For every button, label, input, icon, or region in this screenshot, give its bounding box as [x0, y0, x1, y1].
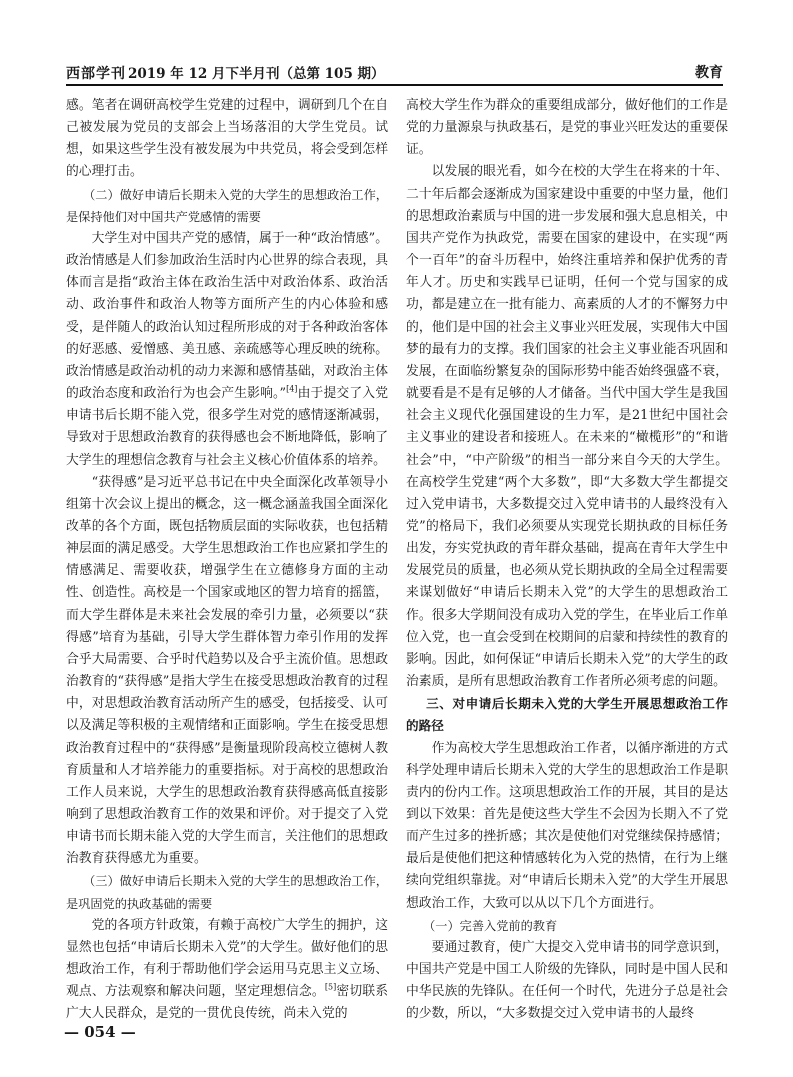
- paragraph-text: “获得感”是习近平总书记在中央全面深化改革领导小组第十次会议上提出的概念，这一概念涵盖我国全面深化改革的各个方面，既包括物质层面的实际收获，也包括精神层面的满足感受。大学生思想政治工作也应紧扣学生的情感满足、需要收获，增强学生在立德修身方面的主动性、创造性。高校是一个国家或地区的智力培育的摇篮，而大学生群体是未来社会发展的牵引力量，必须要以“获得感”培育为基础，引导大学生群体智力牵引作用的发挥合乎大局需要、合乎时代趋势以及合乎主流价值。思想政治教育的“获得感”是指大学生在接受思想政治教育的过程中，对思想政治教育活动所产生的感受，包括接受、认可以及满足等积极的主观情绪和正面影响。学生在接受思想政治教育过程中的“获得感”是衡量现阶段高校立德树人教育质量和人才培养能力的重要指标。对于高校的思想政治工作人员来说，大学生的思想政治教育获得感高低直接影响到了思想政治教育工作的效果和评价。对于提交了入党申请书而长期未能入党的大学生而言，关注他们的思想政治教育获得感尤为重要。: [66, 474, 388, 867]
- paragraph-text: 大学生对中国共产党的感情，属于一种“政治情感”。政治情感是人们参加政治生活时内心世界的综合表现，具体而言是指“政治主体在政治生活中对政治体系、政治活动、政治事件和政治人物等方面所产生的内心体验和感受，是伴随人的政治认知过程所形成的对于各种政治客体的好恶感、爱憎感、美丑感、亲疏感等心理反映的统称。政治情感是政治动机的动力来源和感情基础，对政治主体的政治态度和政治行为也会产生影响。”: [66, 230, 388, 402]
- paragraph-text: （三）做好申请后长期未入党的大学生的思想政治工作，是巩固党的执政基础的需要: [66, 874, 388, 911]
- left-column: [66, 95, 388, 1026]
- paragraph-text: 三、对申请后长期未入党的大学生开展思想政治工作的路径: [406, 696, 728, 734]
- paragraph-text: （一）完善入党前的教育: [423, 918, 558, 933]
- continued-paragraph: [66, 95, 388, 184]
- journal-name: 西部学刊: [66, 66, 126, 82]
- paragraph-text: 由于提交了入党申请书后长期不能入党，很多学生对党的感情逐渐减弱，导致对于思想政治教育的获得感也会不断地降低，影响了大学生的理想信念教育与社会主义核心价值体系的培养。: [66, 386, 388, 468]
- paragraph-text: （二）做好申请后长期未入党的大学生的思想政治工作，是保持他们对中国共产党感情的需要: [66, 187, 388, 224]
- header-rule: [66, 84, 723, 86]
- body-paragraph: [406, 937, 728, 1026]
- paragraph-text: 作为高校大学生思想政治工作者，以循序渐进的方式科学处理申请后长期未入党的大学生的思想政治工作是职责内的份内工作。这项思想政治工作的开展，其目的是达到以下效果：首先是使这些大学生不会因为长期入不了党而产生过多的挫折感；其次是使他们对党继续保持感情；最后是使他们把这种情感转化为入党的热情，在行为上继续向党组织靠拢。对“申请后长期未入党”的大学生开展思想政治工作，大致可以从以下几个方面进行。: [406, 740, 728, 911]
- body-paragraph: [66, 472, 388, 871]
- page-number: — 054 —: [64, 1023, 136, 1041]
- paragraph-text: 高校大学生作为群众的重要组成部分，做好他们的工作是党的力量源泉与执政基石，是党的事业兴旺发达的重要保证。: [406, 98, 728, 158]
- paragraph-text: 以发展的眼光看，如今在校的大学生在将来的十年、二十年后都会逐渐成为国家建设中重要的中坚力量，他们的思想政治素质与中国的进一步发展和强大息息相关，中国共产党作为执政党，需要在国家的建设中，在实现“两个一百年”的奋斗历程中，始终注重培养和保护优秀的青年人才。历史和实践早已证明，任何一个党与国家的成功，都是建立在一批有能力、高素质的人才的不懈努力中的，他们是中国的社会主义事业兴旺发展，实现伟大中国梦的最有力的支撑。我们国家的社会主义事业能否巩固和发展，在面临纷繁复杂的国际形势中能否始终强盛不衰，就要看是不是有足够的人才储备。当代中国大学生是我国社会主义现代化强国建设的生力军，是21世纪中国社会主义事业的建设者和接班人。在未来的“橄榄形”的“和谐社会”中，“中产阶级”的相当一部分来自今天的大学生。在高校学生党建“两个大多数”，即“大多数大学生都提交过入党申请书，大多数提交过入党申请书的人最终没有入党”的格局下，我们必须要从实现党长期执政的目标任务出发，夯实党执政的青年群众基础，提高在青年大学生中发展党员的质量，也必须从党长期执政的全局全过程需要来谋划做好“申请后长期未入党”的大学生的思想政治工作。很多大学期间没有成功入党的学生，在毕业后工作单位入党，也一直会受到在校期间的启蒙和持续性的教育的影响。因此，如何保证“申请后长期未入党”的大学生的政治素质，是所有思想政治教育工作者所必须考虑的问题。: [406, 164, 728, 690]
- subsection-heading: [66, 870, 388, 914]
- section-heading: [406, 693, 728, 737]
- right-column: [406, 95, 728, 1026]
- paragraph-text: 感。笔者在调研高校学生党建的过程中，调研到几个在自己被发展为党员的支部会上当场落泪的大学生党员。试想，如果这些学生没有被发展为中共党员，将会受到怎样的心理打击。: [66, 98, 388, 180]
- citation-ref: [4]: [286, 384, 298, 394]
- subsection-heading: [66, 184, 388, 228]
- body-paragraph: [406, 738, 728, 915]
- paragraph-text: 要通过教育，使广大提交入党申请书的同学意识到，中国共产党是中国工人阶级的先锋队，同时是中国人民和中华民族的先锋队。在任何一个时代，先进分子总是社会的少数，所以，“大多数提交过入党申请书的人最终: [406, 939, 728, 1022]
- journal-info: [66, 62, 385, 83]
- section-label: 教育: [695, 65, 723, 81]
- paragraph-text: 密切联系广大人民群众，是党的一贯优良传统，尚未入党的: [66, 984, 389, 1022]
- citation-ref: [5]: [324, 982, 337, 992]
- issue-info: 2019 年 12 月下半月刊（总第 105 期）: [128, 66, 385, 82]
- continued-paragraph: [406, 95, 728, 161]
- running-header: [66, 60, 723, 82]
- paragraph-text: 党的各项方针政策，有赖于高校广大学生的拥护，这显然也包括“申请后长期未入党”的大学生。做好他们的思想政治工作，有利于帮助他们学会运用马克思主义立场、观点、方法观察和解决问题，坚定理想信念。: [66, 917, 388, 1000]
- subsection-heading: [406, 915, 728, 937]
- body-paragraph: [66, 228, 388, 472]
- body-paragraph: [406, 161, 728, 693]
- body-paragraph: [66, 915, 388, 1026]
